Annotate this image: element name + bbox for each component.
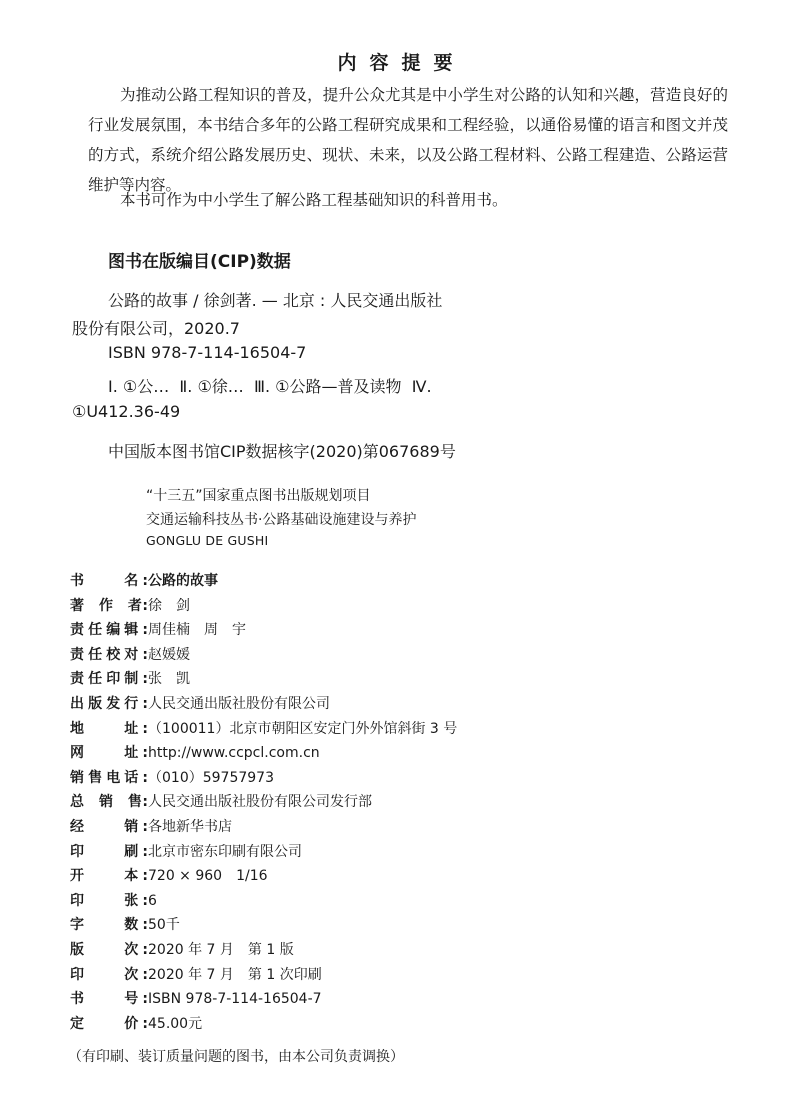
info-value: 周佳楠 周 宇: [148, 622, 246, 639]
summary-paragraph-2: 本书可作为中小学生了解公路工程基础知识的科普用书。: [120, 191, 508, 209]
info-row: [70, 790, 372, 815]
info-label: 责任校对:: [70, 646, 148, 663]
cip-line-class-number: ①U412.36-49: [72, 402, 181, 421]
series-project: “十三五”国家重点图书出版规划项目: [146, 488, 371, 504]
info-label: 著 作 者:: [70, 597, 148, 614]
info-row: [70, 569, 218, 594]
info-value: http://www.ccpcl.com.cn: [148, 745, 320, 762]
info-value: （100011）北京市朝阳区安定门外外馆斜街 3 号: [148, 720, 458, 737]
info-row: [70, 717, 457, 742]
info-value: 北京市密东印刷有限公司: [148, 843, 302, 860]
info-label: 经 销:: [70, 819, 148, 835]
info-label: 印 次:: [70, 966, 148, 983]
info-row: [70, 1012, 202, 1037]
info-value: 赵媛媛: [148, 646, 190, 663]
info-label: 印 张:: [70, 892, 148, 909]
summary-title: 内容提要: [337, 52, 466, 74]
summary-paragraph-1: 为推动公路工程知识的普及，提升公众尤其是中小学生对公路的认知和兴趣，营造良好的行业发展氛围，本书结合多年的公路工程研究成果和工程经验，以通俗易懂的语言和图文并茂的方式，系统介绍公路发展历史、现状、未来，以及公路工程材料、公路工程建造、公路运营维护等内容。: [88, 86, 728, 194]
info-label: 责任印制:: [70, 671, 148, 688]
info-label: 网 址:: [70, 745, 148, 762]
info-row: [70, 815, 232, 840]
info-value: 人民交通出版社股份有限公司: [148, 696, 330, 712]
info-label: 字 数:: [70, 917, 148, 934]
info-row: [70, 741, 320, 766]
info-label: 书 名:: [70, 573, 148, 589]
info-value: ISBN 978-7-114-16504-7: [148, 991, 322, 1008]
cip-line-classification: Ⅰ. ①公… Ⅱ. ①徐… Ⅲ. ①公路—普及读物 Ⅳ.: [108, 377, 432, 396]
info-row: [70, 692, 330, 717]
series-name: 交通运输科技丛书·公路基础设施建设与养护: [146, 512, 417, 528]
info-row: [70, 840, 302, 865]
info-value: 公路的故事: [148, 573, 218, 589]
info-value: 6: [148, 892, 157, 909]
info-label: 印 刷:: [70, 843, 148, 860]
info-label: 出版发行:: [70, 696, 148, 712]
info-row: [70, 766, 274, 791]
info-value: 人民交通出版社股份有限公司发行部: [148, 794, 372, 811]
info-value: 各地新华书店: [148, 819, 232, 835]
info-value: 张 凯: [148, 671, 190, 688]
info-row: [70, 667, 190, 692]
series-pinyin: GONGLU DE GUSHI: [146, 533, 269, 548]
info-label: 总 销 售:: [70, 794, 148, 811]
info-value: 720 × 960 1/16: [148, 868, 268, 885]
cip-line-publisher: 股份有限公司，2020.7: [72, 319, 240, 338]
cip-heading: 图书在版编目(CIP)数据: [108, 252, 291, 272]
info-value: 2020 年 7 月 第 1 版: [148, 942, 294, 958]
info-row: [70, 963, 322, 988]
info-value: （010）59757973: [148, 769, 274, 786]
info-row: [70, 643, 190, 668]
info-label: 开 本:: [70, 868, 148, 885]
info-row: [70, 987, 322, 1012]
info-label: 销售电话:: [70, 769, 148, 786]
info-label: 版 次:: [70, 942, 148, 958]
footnote: （有印刷、装订质量问题的图书，由本公司负责调换）: [68, 1049, 404, 1065]
info-row: [70, 913, 180, 938]
info-label: 责任编辑:: [70, 622, 148, 639]
info-row: [70, 594, 190, 619]
cip-line-isbn: ISBN 978-7-114-16504-7: [108, 343, 307, 362]
info-label: 书 号:: [70, 991, 148, 1008]
cip-line-title: 公路的故事 / 徐剑著. — 北京 : 人民交通出版社: [108, 291, 443, 310]
cip-line-verification: 中国版本图书馆CIP数据核字(2020)第067689号: [108, 442, 456, 461]
info-row: [70, 864, 268, 889]
info-value: 50千: [148, 917, 180, 934]
info-row: [70, 938, 294, 963]
info-value: 45.00元: [148, 1015, 203, 1032]
info-value: 徐 剑: [148, 597, 190, 614]
info-row: [70, 618, 246, 643]
info-label: 地 址:: [70, 720, 148, 737]
info-label: 定 价:: [70, 1015, 148, 1032]
info-value: 2020 年 7 月 第 1 次印刷: [148, 966, 322, 983]
info-row: [70, 889, 157, 914]
